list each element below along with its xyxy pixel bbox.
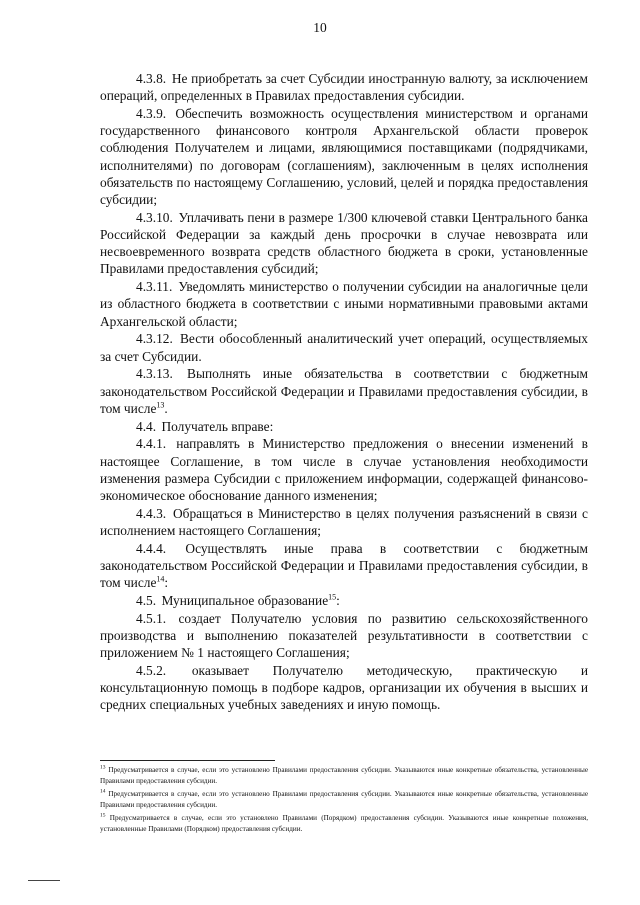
footnote [100,789,588,810]
clause-text: Вести обособленный аналитический учет операций, осуществляемых за счет Субсидии. [100,331,588,364]
footnote-ref[interactable]: 14 [156,574,165,584]
clause-text: Обеспечить возможность осуществления министерством и органами государственного финансового контроля Архангельской области проверок соблюдения Получателем и лицами, являющимися поставщиками (подрядчиками, исполнителями) по договорам (соглашениям), заключенным в целях исполнения обязательств по настоящему Соглашению, условий, целей и порядка предоставления субсидии; [100,106,588,208]
footnote-ref[interactable]: 15 [328,592,337,602]
paragraph [100,330,588,364]
footnote-mark: 15 [100,812,106,819]
clause-text: Выполнять иные обязательства в соответствии с бюджетным законодательством Российской Федерации и Правилами предоставления субсидии, в том числе [100,366,588,416]
footnote-text: Предусматривается в случае, если это установлено Правилами предоставления субсидии. Указываются иные конкретные обязательства, установленные Правилами предоставления субсидии. [100,790,589,809]
clause-number: 4.5.2. [136,663,167,679]
footnote-text: Предусматривается в случае, если это установлено Правилами (Порядком) предоставления субсидии. Указываются иные конкретные положения, установленные Правилами (Порядком) предоставления субсидии. [100,814,588,833]
paragraph [100,418,588,435]
clause-number: 4.3.11. [136,279,173,295]
clause-number: 4.4.1. [136,436,167,452]
clause-number: 4.3.9. [136,106,167,121]
paragraph [100,610,588,662]
clause-text: Осуществлять иные права в соответствии с бюджетным законодательством Российской Федерации и Правилами предоставления субсидии, в том числе [100,540,588,591]
clause-number: 4.5. [136,593,157,609]
footnote-mark: 14 [100,788,106,795]
paragraph [100,540,588,592]
clause-text: направлять в Министерство предложения о внесении изменений в настоящее Соглашение, в том числе в случае установления необходимости изменения размера Субсидии с приложением информации, содержащей финансово-экономическое обоснование данного изменения; [100,436,588,504]
clause-tail: : [164,575,169,591]
clause-tail: : [336,593,340,609]
page-number: 10 [313,20,327,35]
paragraph [100,105,588,208]
paragraph [100,278,588,330]
footnote [100,813,588,834]
paragraph [100,435,588,504]
clause-text: создает Получателю условия по развитию сельскохозяйственного производства и выполнению показателей результативности в соответствии с приложением № 1 настоящего Соглашения; [100,610,588,661]
paragraph [100,209,588,278]
clause-number: 4.5.1. [136,610,167,626]
paragraph [100,662,588,714]
clause-text: Получатель вправе: [161,418,274,434]
footnote-text: Предусматривается в случае, если это установлено Правилами предоставления субсидии. Указываются иные конкретные обязательства, установленные Правилами предоставления субсидии. [100,766,589,785]
clause-tail: . [164,400,168,416]
footnote-ref[interactable]: 13 [156,400,165,410]
clause-number: 4.3.13. [136,366,173,382]
clause-text: оказывает Получателю методическую, практическую и консультационную помощь в подборе кадров, организации их обучения в высших и средних специальных учебных заведениях и иную помощь. [100,663,588,713]
clause-number: 4.4.3. [136,505,167,521]
paragraph [100,70,588,104]
footnote-separator [100,760,275,761]
footnote-mark: 13 [100,764,106,771]
clause-text: Уведомлять министерство о получении субсидии на аналогичные цели из областного бюджета в соответствии с иными нормативными правовыми актами Архангельской области; [100,279,588,329]
paragraph [100,592,588,609]
clause-number: 4.4.4. [136,540,167,556]
clause-text: Обращаться в Министерство в целях получения разъяснений в связи с исполнением настоящего Соглашения; [100,505,588,539]
footnote [100,765,588,786]
document-body [100,70,588,714]
clause-text: Не приобретать за счет Субсидии иностранную валюту, за исключением операций, определенных в Правилах предоставления субсидии. [100,71,589,104]
clause-number: 4.3.10. [136,209,173,225]
clause-number: 4.4. [136,418,157,434]
clause-number: 4.3.12. [136,331,173,347]
clause-text: Муниципальное образование [161,593,329,609]
paragraph [100,365,588,417]
paragraph [100,505,588,539]
clause-number: 4.3.8. [136,71,167,86]
clause-text: Уплачивать пени в размере 1/300 ключевой ставки Центрального банка Российской Федерации за каждый день просрочки в случае невозврата или несвоевременного возврата средств областного бюджета в сроки, установленные Правилами предоставления субсидий; [100,209,588,277]
scan-edge-mark [28,880,60,881]
footnotes [100,765,588,838]
